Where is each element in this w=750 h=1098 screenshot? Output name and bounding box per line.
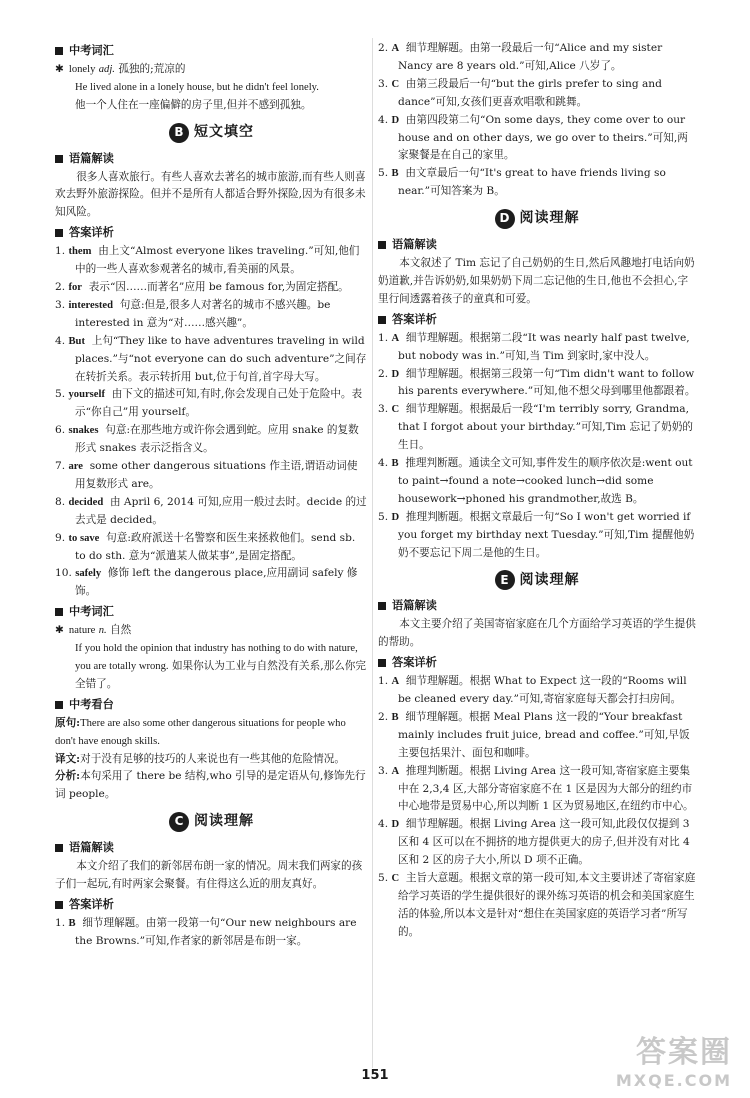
analysis-heading: 语篇解读 [55,839,368,857]
section-title: 阅读理解 [194,813,254,830]
section-title: 阅读理解 [519,210,580,227]
section-e-header [378,570,696,590]
analysis-text: 很多人喜欢旅行。有些人喜欢去著名的城市旅游,而有些人则喜欢去野外旅游探险。但并不是所有人都适合野外探险,因为有很多未知风险。 [55,170,366,219]
answer-item: 10. safely 修饰 left the dangerous place,应用副词 safely 修饰。 [55,567,358,598]
square-bullet-icon [378,241,386,249]
answer-item: 2. A 细节理解题。由第一段最后一句“Alice and my sister Nancy are 8 years old.”可知,Alice 八岁了。 [378,42,663,72]
answer-item: 6. snakes 句意:在那些地方或许你会遇到蛇。应用 snake 的复数形式 snakes 表示泛指含义。 [55,424,359,455]
vocab-entry: ✱ lonely adj. 孤独的;荒凉的 [55,62,186,75]
answers-heading: 答案详析 [378,311,696,329]
answer-item: 1. A 细节理解题。根据第二段“It was nearly half past twelve, but nobody was in.”可知,当 Tim 到家时,家中没人。 [378,331,690,362]
answer-item: 1. B 细节理解题。由第一段第一句“Our new neighbours are the Browns.”可知,作者家的新邻居是布朗一家。 [55,916,357,947]
analysis-text: 本文介绍了我们的新邻居布朗一家的情况。周末我们两家的孩子们一起玩,有时两家会聚餐。有住得这么近的朋友真好。 [55,860,363,891]
vocab-example: If you hold the opinion that industry has nothing to do with nature, you are totally wrong. 如果你认为工业与自然没有关系,那么你完全错了。 [75,643,366,690]
square-bullet-icon [378,316,386,324]
column-divider [372,38,373,1068]
analysis-heading: 语篇解读 [378,597,696,615]
left-column [55,40,368,951]
answer-item: 7. are some other dangerous situations 作主语,谓语动词使用复数形式 are。 [55,460,358,490]
focus-analysis: 分析:本句采用了 there be 结构,who 引导的是定语从句,修饰先行词 people。 [55,770,366,801]
vocab-entry: ✱ nature n. 自然 [55,624,132,637]
answers-heading: 答案详析 [378,654,696,672]
watermark-url: MXQE.COM [615,1071,732,1090]
square-bullet-icon [378,602,386,610]
vocab-example-cn: 他一个人住在一座偏僻的房子里,但并不感到孤独。 [75,98,312,111]
square-bullet-icon [55,844,63,852]
watermark [616,1027,732,1090]
page-number: 151 [361,1068,389,1083]
section-title: 短文填空 [194,123,254,140]
answers-heading: 答案详析 [55,224,368,242]
section-d-header [378,209,696,229]
vocab-example-en: He lived alone in a lonely house, but he didn't feel lonely. [75,81,319,93]
answer-item: 4. B 推理判断题。通读全文可知,事件发生的顺序依次是:went out to paint→found a note→cooked lunch→did some housework→phoned his grandmother,故选 B。 [378,457,693,505]
answer-item: 4. D 由第四段第二句“On some days, they come over to our house and on other days, we go over to theirs.”可知,两家聚餐是在自己的家里。 [378,113,688,162]
square-bullet-icon [55,608,63,616]
answer-list [55,243,368,601]
answer-item: 2. B 细节理解题。根据 Meal Plans 这一段的“Your breakfast mainly includes fruit juice, bread and coffee.”可知,早饭主要包括果汁、面包和咖啡。 [378,710,690,759]
analysis-text: 本文叙述了 Tim 忘记了自己奶奶的生日,然后风趣地打电话向奶奶道歉,并告诉奶奶,如果奶奶下周二忘记他的生日,他也不会担心,字里行间透露着孩子的童真和可爱。 [378,257,695,305]
square-bullet-icon [55,701,63,709]
answer-item: 1. them 由上文“Almost everyone likes traveling.”可知,他们中的一些人喜欢参观著名的城市,看美丽的风景。 [55,245,360,276]
answer-item: 9. to save 句意:政府派送十名警察和医生来拯救他们。send sb. to do sth. 意为“派遣某人做某事”,是固定搭配。 [55,531,356,562]
answer-item: 3. C 由第三段最后一句“but the girls prefer to sing and dance”可知,女孩们更喜欢唱歌和跳舞。 [378,77,662,108]
answer-item: 3. A 推理判断题。根据 Living Area 这一段可知,寄宿家庭主要集中在 2,3,4 区,大部分寄宿家庭不在 1 区是因为大部分的纽约市中心地带是贸易中心,所以判断 1 区为贸易地区,在纽约市中心。 [378,764,694,813]
section-c-header [55,812,368,832]
square-bullet-icon [55,229,63,237]
square-bullet-icon [55,47,63,55]
answers-heading: 答案详析 [55,896,368,914]
section-title: 阅读理解 [519,571,580,588]
section-b-header [55,123,368,143]
focus-translation: 译文:对于没有足够的技巧的人来说也有一些其他的危险情况。 [55,752,345,765]
focus-original: 原句:There are also some other dangerous situations for people who don't have enough skills. [55,716,346,747]
answer-item: 2. for 表示“因……而著名”应用 be famous for,为固定搭配。 [55,280,349,293]
answer-item: 1. A 细节理解题。根据 What to Expect 这一段的“Rooms will be cleaned every day.”可知,寄宿家庭每天都会打扫房间。 [378,675,687,705]
analysis-text: 本文主要介绍了美国寄宿家庭在几个方面给学习英语的学生提供的帮助。 [378,618,696,649]
focus-heading: 中考看台 [55,696,368,714]
answer-item: 3. interested 句意:但是,很多人对著名的城市不感兴趣。be interested in 意为“对……感兴趣”。 [55,298,331,329]
answer-item: 4. But 上句“They like to have adventures traveling in wild places.”与“not everyone can do such adventure”之间存在转折关系。表示转折用 but,位于句首,首字母大写。 [55,334,367,383]
section-badge: D [495,209,515,229]
answer-item: 3. C 细节理解题。根据最后一段“I'm terribly sorry, Grandma, that I forgot about your birthday.”可知,Tim 忘记了奶奶的生日。 [378,403,694,452]
vocab-heading: 中考词汇 [55,603,368,621]
asterisk-icon: ✱ [55,62,64,75]
section-badge: B [169,123,189,143]
analysis-heading: 语篇解读 [378,236,696,254]
section-badge: C [169,812,189,832]
section-badge: E [495,570,515,590]
answer-item: 4. D 细节理解题。根据 Living Area 这一段可知,此段仅仅提到 3 区和 4 区可以在不拥挤的地方提供更大的房子,但并没有对比 4 区和 2 区的房子大小,所以 D 项不正确。 [378,818,690,867]
square-bullet-icon [55,901,63,909]
watermark-logo: 答案圈 [636,1035,732,1070]
answer-item: 5. B 由文章最后一句“It's great to have friends living so near.”可知答案为 B。 [378,167,666,198]
answer-item: 5. C 主旨大意题。根据文章的第一段可知,本文主要讲述了寄宿家庭给学习英语的学生提供很好的课外练习英语的机会和美国家庭生活的体验,所以本文是针对“想住在美国家庭的英语学习者”所写的。 [378,872,696,938]
right-column [378,40,696,942]
answer-item: 2. D 细节理解题。根据第三段第一句“Tim didn't want to follow his parents everywhere.”可知,他不想父母到哪里他都跟着。 [378,367,696,398]
square-bullet-icon [55,155,63,163]
answer-item: 5. yourself 由下文的描述可知,有时,你会发现自己处于危险中。表示“你自己”用 yourself。 [55,388,363,419]
asterisk-icon: ✱ [55,624,64,637]
answer-item: 8. decided 由 April 6, 2014 可知,应用一般过去时。decide 的过去式是 decided。 [55,495,367,526]
vocab-heading: 中考词汇 [55,42,368,60]
answer-item: 5. D 推理判断题。根据文章最后一句“So I won't get worried if you forget my birthday next Tuesday.”可知,Tim 提醒他奶奶不要忘记下周二是他的生日。 [378,510,695,559]
square-bullet-icon [378,659,386,667]
analysis-heading: 语篇解读 [55,150,368,168]
